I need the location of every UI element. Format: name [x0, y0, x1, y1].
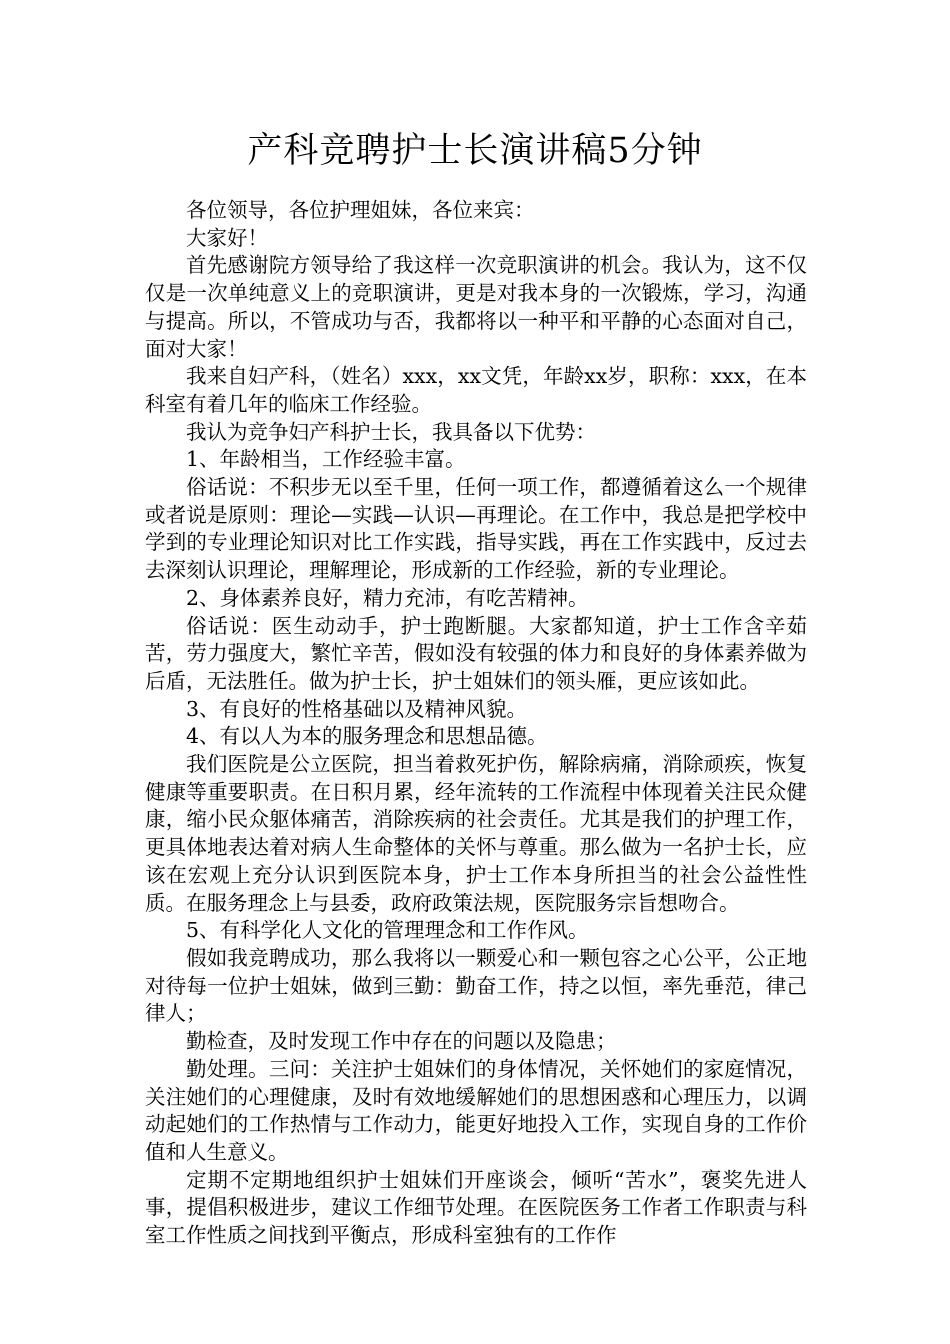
document-body [145, 197, 807, 1250]
paragraph-opening: 首先感谢院方领导给了我这样一次竞职演讲的机会。我认为，这不仅仅是一次单纯意义上的竞职演讲，更是对我本身的一次锻炼，学习，沟通与提高。所以，不管成功与否，我都将以一种平和平静的心态面对自己，面对大家！ [145, 253, 807, 361]
paragraph-point-5: 假如我竞聘成功，那么我将以一颗爱心和一颗包容之心公平，公正地对待每一位护士姐妹，做到三勤：勤奋工作，持之以恒，率先垂范，律己律人； [145, 945, 807, 1026]
paragraph-diligent-handle: 勤处理。三问：关注护士姐妹们的身体情况，关怀她们的家庭情况，关注她们的心理健康，及时有效地缓解她们的思想困惑和心理压力，以调动起她们的工作热情与工作动力，能更好地投入工作，实现自身的工作价值和人生意义。 [145, 1056, 807, 1164]
paragraph-greeting: 大家好！ [186, 225, 268, 250]
paragraph-diligent-check: 勤检查，及时发现工作中存在的问题以及隐患； [186, 1029, 617, 1054]
paragraph-point-1: 俗话说：不积步无以至千里，任何一项工作，都遵循着这么一个规律或者说是原则：理论—实践—认识—再理论。在工作中，我总是把学校中学到的专业理论知识对比工作实践，指导实践，再在工作实践中，反过去去深刻认识理论，理解理论，形成新的工作经验，新的专业理论。 [145, 475, 807, 583]
paragraph-point-4: 我们医院是公立医院，担当着救死护伤，解除病痛，消除顽疾，恢复健康等重要职责。在日积月累，经年流转的工作流程中体现着关注民众健康，缩小民众躯体痛苦，消除疾病的社会责任。尤其是我们的护理工作，更具体地表达着对病人生命整体的关怀与尊重。那么做为一名护士长，应该在宏观上充分认识到医院本身，护士工作本身所担当的社会公益性性质。在服务理念上与县委，政府政策法规，医院服务宗旨想吻合。 [145, 752, 807, 915]
heading-point-4: 4、有以人为本的服务理念和思想品德。 [186, 724, 548, 749]
paragraph-salutation: 各位领导，各位护理姐妹，各位来宾： [186, 198, 535, 222]
heading-point-3: 3、有良好的性格基础以及精神风貌。 [186, 696, 528, 721]
document-title: 产科竞聘护士长演讲稿5分钟 [247, 131, 703, 171]
heading-point-5: 5、有科学化人文化的管理理念和工作作风。 [186, 918, 589, 943]
heading-point-2: 2、身体素养良好，精力充沛，有吃苦精神。 [186, 585, 589, 610]
paragraph-point-2: 俗话说：医生动动手，护士跑断腿。大家都知道，护士工作含辛茹苦，劳力强度大，繁忙辛苦，假如没有较强的体力和良好的身体素养做为后盾，无法胜任。做为护士长，护士姐妹们的领头雁，更应该如此。 [145, 613, 807, 693]
paragraph-self-introduction: 我来自妇产科，（姓名）xxx，xx文凭，年龄xx岁，职称：xxx，在本科室有着几年的临床工作经验。 [145, 364, 807, 416]
heading-point-1: 1、年龄相当，工作经验丰富。 [186, 447, 466, 472]
paragraph-meetings: 定期不定期地组织护士姐妹们开座谈会，倾听“苦水”，褒奖先进人事，提倡积极进步，建议工作细节处理。在医院医务工作者工作职责与科室工作性质之间找到平衡点，形成科室独有的工作作 [145, 1167, 807, 1248]
paragraph-advantages-intro: 我认为竞争妇产科护士长，我具备以下优势： [186, 419, 596, 444]
